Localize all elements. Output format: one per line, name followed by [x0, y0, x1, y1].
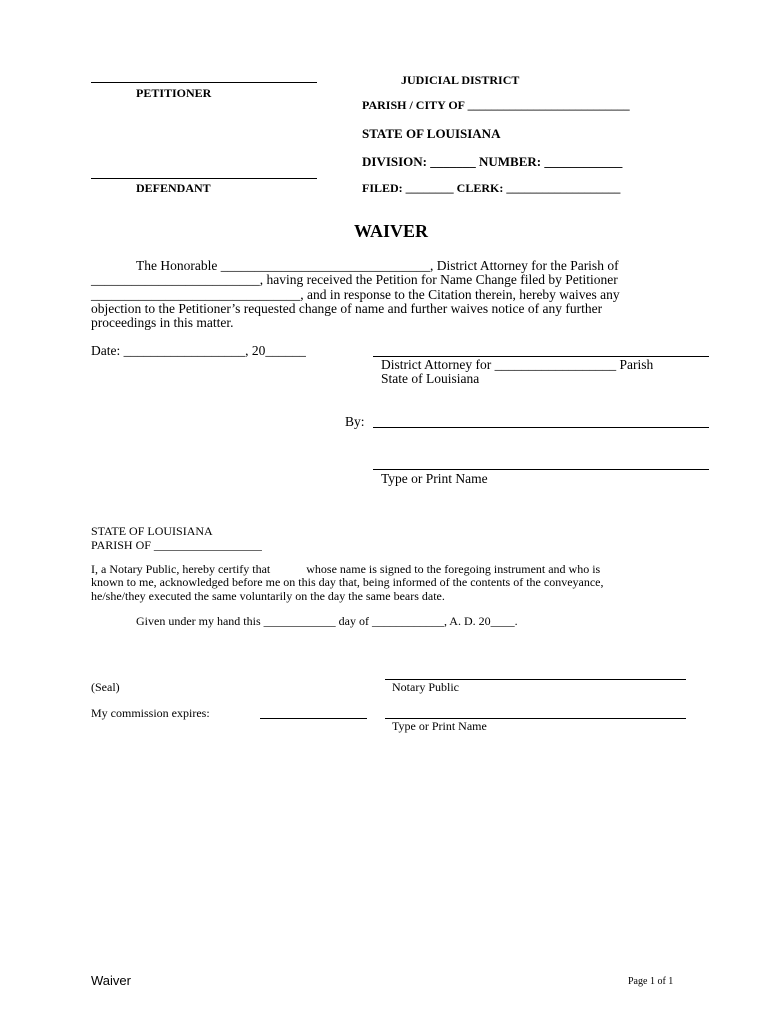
notary-public-label: Notary Public	[392, 680, 459, 694]
da-state-line: State of Louisiana	[381, 371, 480, 386]
notary-parish-field: PARISH OF __________________	[91, 538, 262, 552]
by-signature-line	[373, 427, 709, 428]
division-number-field: DIVISION: _______ NUMBER: ____________	[362, 154, 623, 169]
print-name-line	[373, 469, 709, 470]
date-field: Date: __________________, 20______	[91, 343, 306, 358]
filed-clerk-field: FILED: ________ CLERK: ___________________	[362, 181, 621, 195]
type-print-name-label: Type or Print Name	[381, 471, 488, 486]
paragraph-line: _________________________, having received the Petition for Name Change filed by Petitioner	[91, 272, 618, 288]
notary-certification	[91, 563, 691, 603]
commission-expires-line	[260, 718, 367, 719]
da-parish-line: District Attorney for __________________ Parish	[381, 357, 654, 372]
notary-state-label: STATE OF LOUISIANA	[91, 524, 213, 538]
certification-line: known to me, acknowledged before me on this day that, being informed of the contents of the conveyance,	[91, 575, 604, 590]
notary-type-print-name-label: Type or Print Name	[392, 719, 487, 733]
paragraph-line: objection to the Petitioner’s requested change of name and further waives notice of any further	[91, 300, 603, 316]
petitioner-signature-line	[91, 82, 317, 83]
certification-line: he/she/they executed the same voluntarily on the day the same bears date.	[91, 588, 445, 603]
by-label: By:	[345, 414, 365, 429]
paragraph-line: _______________________________, and in response to the Citation therein, hereby waives any	[91, 286, 620, 302]
footer-document-name: Waiver	[91, 973, 131, 988]
paragraph-line: The Honorable _______________________________, District Attorney for the Parish of	[136, 258, 619, 273]
seal-label: (Seal)	[91, 680, 120, 694]
parish-city-field: PARISH / CITY OF ___________________________	[362, 98, 630, 112]
state-label: STATE OF LOUISIANA	[362, 126, 501, 141]
paragraph-line: proceedings in this matter.	[91, 315, 234, 331]
petitioner-label: PETITIONER	[136, 86, 212, 100]
commission-expires-label: My commission expires:	[91, 706, 210, 720]
judicial-district-label: JUDICIAL DISTRICT	[401, 73, 520, 87]
defendant-label: DEFENDANT	[136, 181, 211, 195]
given-under-hand-line: Given under my hand this ____________ day of ____________, A. D. 20____.	[136, 614, 518, 628]
footer-page-number: Page 1 of 1	[628, 976, 674, 987]
document-title: WAIVER	[354, 221, 429, 241]
waiver-paragraph	[91, 259, 691, 330]
certification-line: I, a Notary Public, hereby certify that whose name is signed to the foregoing instrument and who is	[91, 562, 601, 576]
defendant-signature-line	[91, 178, 317, 179]
